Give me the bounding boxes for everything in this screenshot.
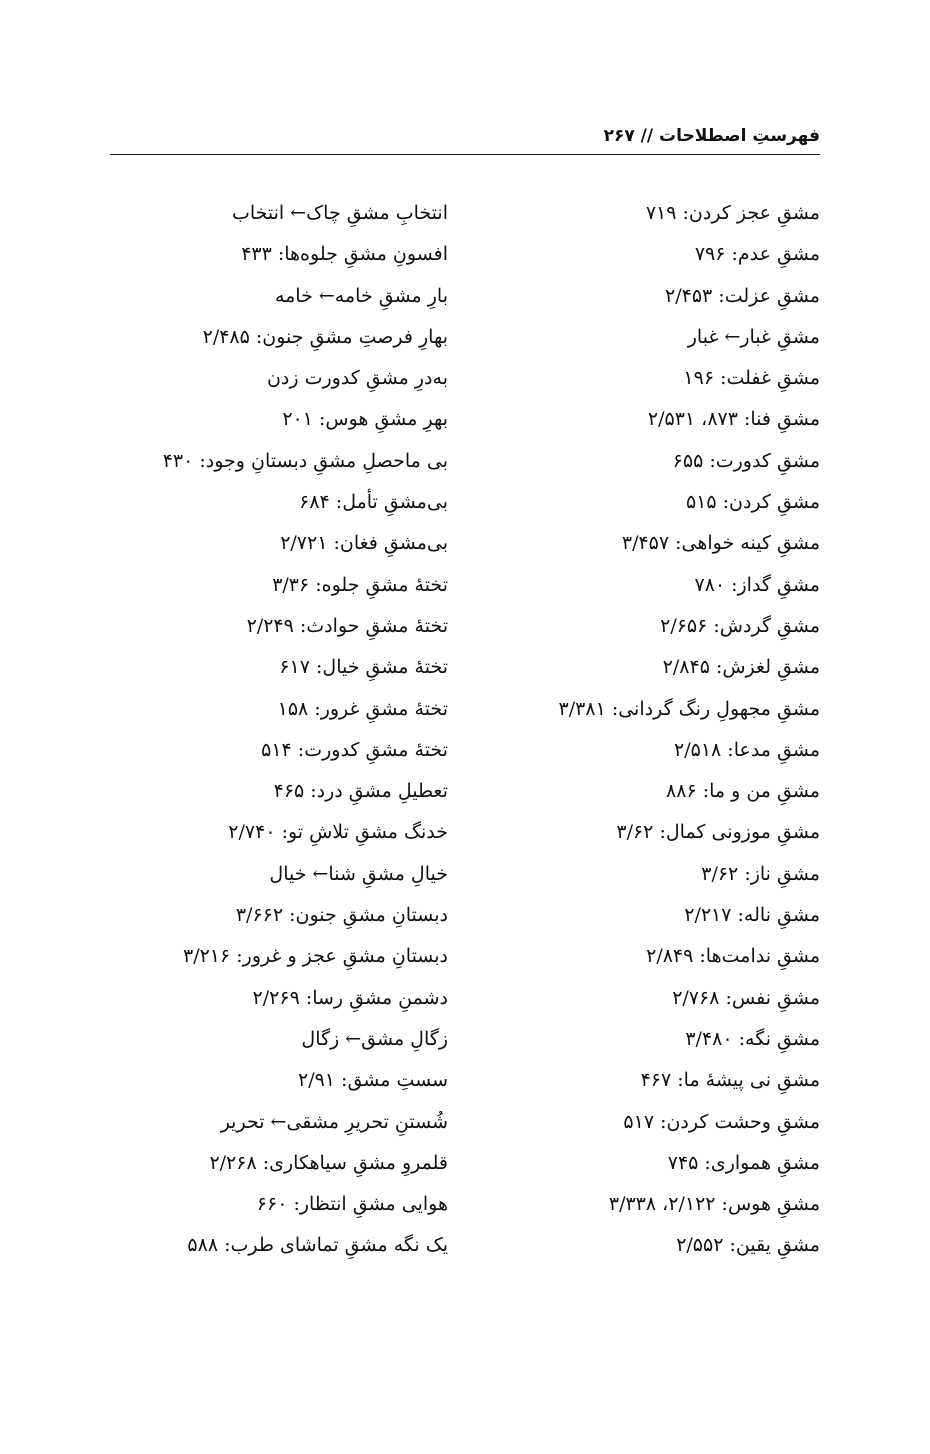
index-entry: مشقِ همواری: ۷۴۵	[667, 1151, 820, 1174]
index-entry: تختهٔ مشقِ غرور: ۱۵۸	[277, 697, 448, 720]
index-entry: بهارِ فرصتِ مشقِ جنون: ۲/۴۸۵	[202, 325, 448, 348]
index-entry: تختهٔ مشقِ خیال: ۶۱۷	[279, 656, 448, 679]
index-entry: قلمروِ مشقِ سیاهکاری: ۲/۲۶۸	[209, 1151, 448, 1174]
page-title: فهرستِ اصطلاحات // ۲۶۷	[603, 126, 820, 146]
index-entry: تختهٔ مشقِ کدورت: ۵۱۴	[261, 738, 448, 761]
index-entry: بهرِ مشقِ هوس: ۲۰۱	[282, 408, 448, 431]
index-entry: بی‌مشقِ فغان: ۲/۷۲۱	[280, 532, 448, 555]
index-entry: مشقِ کردن: ۵۱۵	[685, 491, 820, 514]
index-entry: مشقِ مدعا: ۲/۵۱۸	[674, 738, 820, 761]
index-entry: دبستانِ مشقِ عجز و غرور: ۳/۲۱۶	[182, 945, 448, 968]
index-entry: یک نگه مشقِ تماشای طرب: ۵۸۸	[187, 1234, 448, 1257]
index-entry: بی‌مشقِ تأمل: ۶۸۴	[299, 491, 448, 514]
index-entry: مشقِ ناز: ۳/۶۲	[701, 862, 820, 885]
index-entry: شُستنِ تحریرِ مشقی← تحریر	[220, 1110, 448, 1133]
index-column-right	[490, 193, 820, 1267]
index-entry: مشقِ گداز: ۷۸۰	[694, 573, 820, 596]
index-entry: تختهٔ مشقِ جلوه: ۳/۳۶	[272, 573, 448, 596]
index-entry: بارِ مشقِ خامه← خامه	[274, 284, 448, 307]
index-entry: مشقِ فنا: ۸۷۳، ۲/۵۳۱	[647, 408, 820, 431]
index-entry: انتخابِ مشقِ چاک← انتخاب	[231, 202, 448, 224]
running-header	[110, 118, 820, 154]
index-entry: مشقِ یقین: ۲/۵۵۲	[676, 1234, 820, 1257]
index-entry: سستِ مشق: ۲/۹۱	[297, 1069, 448, 1092]
index-entry: مشقِ ناله: ۲/۲۱۷	[684, 904, 820, 927]
index-entry: دشمنِ مشقِ رسا: ۲/۲۶۹	[252, 986, 448, 1009]
index-entry: تعطیلِ مشقِ درد: ۴۶۵	[273, 780, 448, 803]
index-entry: هوایی مشقِ انتظار: ۶۶۰	[256, 1193, 448, 1216]
index-entry: به‌درِ مشقِ کدورت زدن	[266, 367, 448, 390]
index-entry: مشقِ مجهولِ رنگ گردانی: ۳/۳۸۱	[558, 697, 820, 720]
index-entry: مشقِ غفلت: ۱۹۶	[683, 367, 820, 390]
index-entry: مشقِ کدورت: ۶۵۵	[672, 449, 820, 472]
index-column-left	[108, 193, 448, 1267]
index-entry: مشقِ گردش: ۲/۶۵۶	[660, 614, 820, 637]
index-entry: مشقِ ندامت‌ها: ۲/۸۴۹	[646, 945, 820, 968]
index-entry: مشقِ غبار← غبار	[687, 325, 820, 348]
index-entry: مشقِ عجز کردن: ۷۱۹	[645, 202, 820, 224]
index-entry: مشقِ عدم: ۷۹۶	[694, 243, 820, 266]
index-entry: مشقِ وحشت کردن: ۵۱۷	[623, 1110, 820, 1133]
index-entry: مشقِ عزلت: ۲/۴۵۳	[665, 284, 820, 307]
index-entry: تختهٔ مشقِ حوادث: ۲/۲۴۹	[246, 614, 448, 637]
index-entry: مشقِ نی پیشهٔ ما: ۴۶۷	[640, 1069, 820, 1092]
index-entry: مشقِ هوس: ۲/۱۲۲، ۳/۳۳۸	[608, 1193, 820, 1216]
index-entry: دبستانِ مشقِ جنون: ۳/۶۶۲	[235, 904, 448, 927]
index-entry: مشقِ لغزش: ۲/۸۴۵	[662, 656, 820, 679]
index-entry: مشقِ موزونی کمال: ۳/۶۲	[616, 821, 820, 844]
index-entry: مشقِ نگه: ۳/۴۸۰	[685, 1027, 820, 1050]
index-entry: افسونِ مشقِ جلوه‌ها: ۴۳۳	[241, 243, 448, 266]
index-entry: بی ماحصلِ مشقِ دبستانِ وجود: ۴۳۰	[162, 449, 448, 472]
index-entry: مشقِ من و ما: ۸۸۶	[666, 780, 820, 803]
index-entry: خدنگ مشقِ تلاشِ تو: ۲/۷۴۰	[228, 821, 448, 844]
index-entry: خیالِ مشقِ شنا← خیال	[269, 862, 448, 885]
index-entry: زگالِ مشق← زگال	[301, 1027, 448, 1050]
index-entry: مشقِ نفس: ۲/۷۶۸	[672, 986, 820, 1009]
header-rule	[110, 154, 820, 155]
index-entry: مشقِ کینه خواهی: ۳/۴۵۷	[621, 532, 820, 555]
